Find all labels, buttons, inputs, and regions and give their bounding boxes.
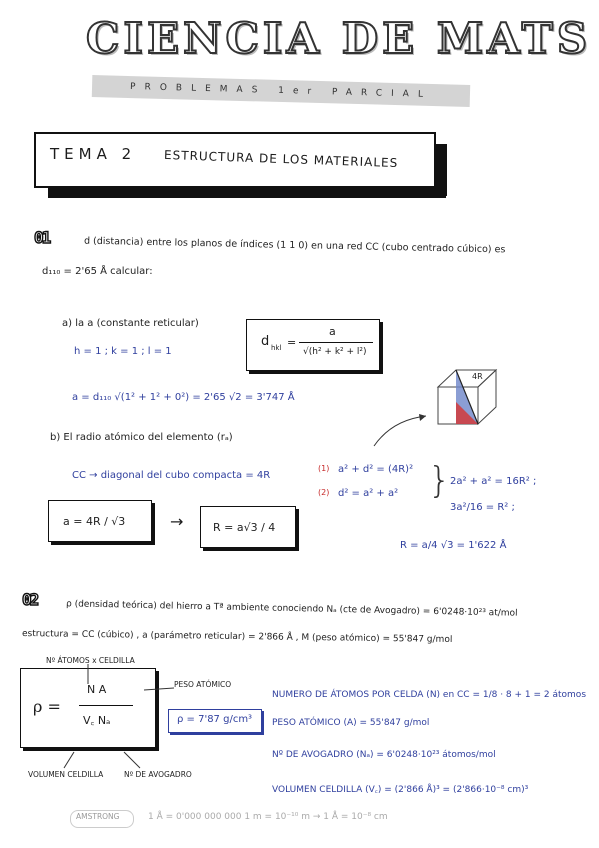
cube-label: 4R <box>472 372 483 381</box>
p2-statement-2: estructura = CC (cúbico) , a (parámetro reticular) = 2'866 Å , M (peso atómico) = 55'847 g/mol <box>21 628 453 646</box>
eq2-tag: (2) <box>318 488 330 497</box>
eq1: a² + d² = (4R)² <box>338 464 414 475</box>
radius-box-text: R = a√3 / 4 <box>213 521 276 534</box>
subtitle-banner <box>92 75 470 107</box>
p1-part-b-label: b) El radio atómico del elemento (rₐ) <box>50 432 233 443</box>
formula-numerator: a <box>329 325 336 338</box>
eq2: d² = a² + a² <box>338 488 399 499</box>
cell-volume-line: VOLUMEN CELDILLA (V꜀) = (2'866 Å)³ = (2'866·10⁻⁸ cm)³ <box>272 785 529 795</box>
armstrong-label: AMSTRONG <box>76 812 120 821</box>
atomic-weight-line: PESO ATÓMICO (A) = 55'847 g/mol <box>272 718 430 728</box>
p1-a-calculation: a = d₁₁₀ √(1² + 1² + 0²) = 2'65 √2 = 3'747 Å <box>72 392 295 403</box>
formula-sub: hkl <box>271 344 282 352</box>
derive-arrow: → <box>170 512 184 531</box>
tema-label: TEMA 2 <box>50 145 137 163</box>
formula-lhs: d <box>261 334 270 349</box>
tema-subtitle: ESTRUCTURA DE LOS MATERIALES <box>163 147 399 171</box>
eq1-tag: (1) <box>318 464 330 473</box>
page-title: CIENCIA DE MATS <box>86 14 592 63</box>
problem-number-2: 02 <box>22 590 38 609</box>
radius-final: R = a/4 √3 = 1'622 Å <box>400 540 507 551</box>
p1-statement-1: d (distancia) entre los planos de índices (1 1 0) en una red CC (cubo centrado cúbico) es <box>83 235 506 256</box>
label-atomic-weight: PESO ATÓMICO <box>174 680 232 689</box>
avogadro-line: Nº DE AVOGADRO (Nₐ) = 6'0248·10²³ átomos/mol <box>272 750 496 760</box>
problem-number-1: 01 <box>34 228 50 247</box>
arrow-to-cube <box>372 412 432 448</box>
result-line-1: 2a² + a² = 16R² ; <box>450 476 537 487</box>
density-result: ρ = 7'87 g/cm³ <box>177 714 253 725</box>
result-line-2: 3a²/16 = R² ; <box>450 502 515 513</box>
density-result-box <box>168 709 262 733</box>
formula-fraction-bar <box>299 342 373 343</box>
rho-numerator: N A <box>87 683 107 696</box>
label-avogadro: Nº DE AVOGADRO <box>124 770 192 779</box>
cube-diagram <box>428 362 508 432</box>
radius-box <box>200 506 296 548</box>
p1-part-a-label: a) la a (constante reticular) <box>62 318 199 329</box>
p1-hkl-values: h = 1 ; k = 1 ; l = 1 <box>74 346 172 357</box>
constant-box-text: a = 4R / √3 <box>63 515 126 528</box>
armstrong-conversion: 1 Å = 0'000 000 000 1 m = 10⁻¹⁰ m → 1 Å = 10⁻⁸ cm <box>148 812 388 822</box>
banner-text: PROBLEMAS 1er PARCIAL <box>129 82 433 100</box>
rho-denominator: V꜀ Nₐ <box>83 714 111 727</box>
label-cell-volume: VOLUMEN CELDILLA <box>28 770 104 779</box>
interplanar-formula-box: d hkl = a √(h² + k² + l²) <box>246 319 380 371</box>
p2-statement-1: ρ (densidad teórica) del hierro a Tª ambiente conociendo Nₐ (cte de Avogadro) = 6'0248·10²³ at/mol <box>65 599 518 619</box>
p1-statement-2: d₁₁₀ = 2'65 Å calcular: <box>42 266 153 277</box>
constant-box <box>48 500 152 542</box>
formula-denominator: √(h² + k² + l²) <box>303 347 367 357</box>
p1-cc-diagonal: CC → diagonal del cubo compacta = 4R <box>72 470 271 481</box>
label-atoms-per-cell: Nº ÁTOMOS x CELDILLA <box>46 656 135 665</box>
atoms-per-cell-line: NUMERO DE ÁTOMOS POR CELDA (N) en CC = 1/8 · 8 + 1 = 2 átomos <box>272 690 587 700</box>
rho-symbol: ρ = <box>33 697 61 716</box>
